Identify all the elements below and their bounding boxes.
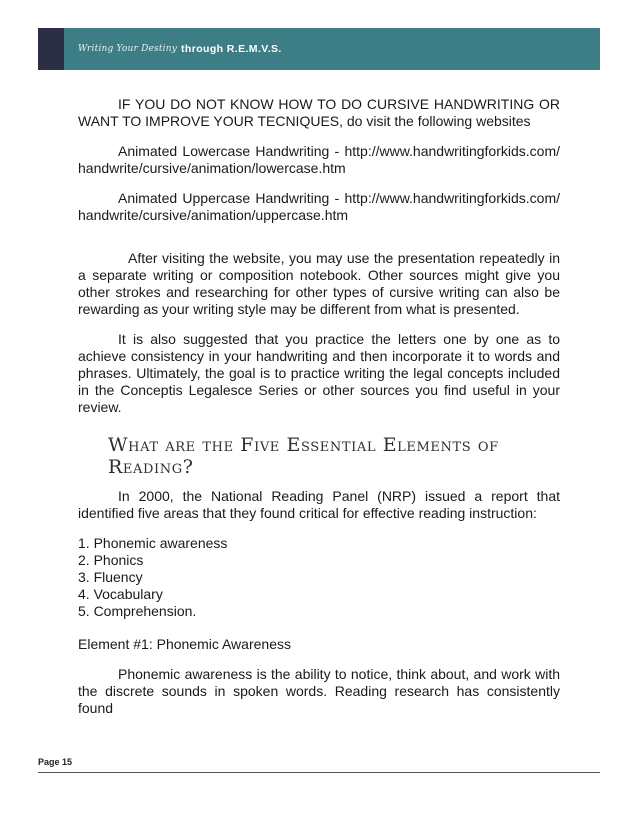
elements-list xyxy=(78,535,560,620)
paragraph-nrp-report: In 2000, the National Reading Panel (NRP) issued a report that identified five areas that they found critical for effective reading instruction: xyxy=(78,488,560,521)
list-item: 3. Fluency xyxy=(78,569,143,585)
paragraph-cursive-intro: IF YOU DO NOT KNOW HOW TO DO CURSIVE HANDWRITING OR WANT TO IMPROVE YOUR TECNIQUES, do visit the following websites xyxy=(78,96,560,129)
page-header xyxy=(38,28,600,70)
header-script-title: Writing Your Destiny xyxy=(78,44,178,54)
footer-divider xyxy=(38,772,600,773)
page-number: Page 15 xyxy=(38,757,73,767)
header-title xyxy=(64,43,282,55)
list-item: 5. Comprehension. xyxy=(78,603,197,619)
section-heading: What are the Five Essential Elements of Reading? xyxy=(108,434,499,478)
list-item: 4. Vocabulary xyxy=(78,586,163,602)
paragraph-after-visiting: After visiting the website, you may use the presentation repeatedly in a separate writing or composition notebook. Other sources might give you other strokes and researching for other types of cursive writing can also be rewarding as your writing style may be different from what is presented. xyxy=(78,250,560,317)
header-bold-title: through R.E.M.V.S. xyxy=(181,43,282,55)
paragraph-uppercase-link: Animated Uppercase Handwriting - http://www.handwritingforkids.com/ handwrite/cursive/animation/uppercase.htm xyxy=(78,190,560,223)
list-item: 2. Phonics xyxy=(78,552,144,568)
paragraph-phonemic-awareness: Phonemic awareness is the ability to notice, think about, and work with the discrete sounds in spoken words. Reading research has consistently found xyxy=(78,666,560,716)
element-subtitle: Element #1: Phonemic Awareness xyxy=(78,636,291,652)
page-content xyxy=(78,96,560,730)
list-item: 1. Phonemic awareness xyxy=(78,535,228,551)
header-tab xyxy=(38,28,64,70)
paragraph-lowercase-link: Animated Lowercase Handwriting - http://www.handwritingforkids.com/ handwrite/cursive/animation/lowercase.htm xyxy=(78,143,560,176)
paragraph-practice-letters: It is also suggested that you practice the letters one by one as to achieve consistency in your handwriting and then incorporate it to words and phrases. Ultimately, the goal is to practice writing the legal concepts included in the Conceptis Legalesce Series or other sources you find useful in your review. xyxy=(78,331,560,415)
